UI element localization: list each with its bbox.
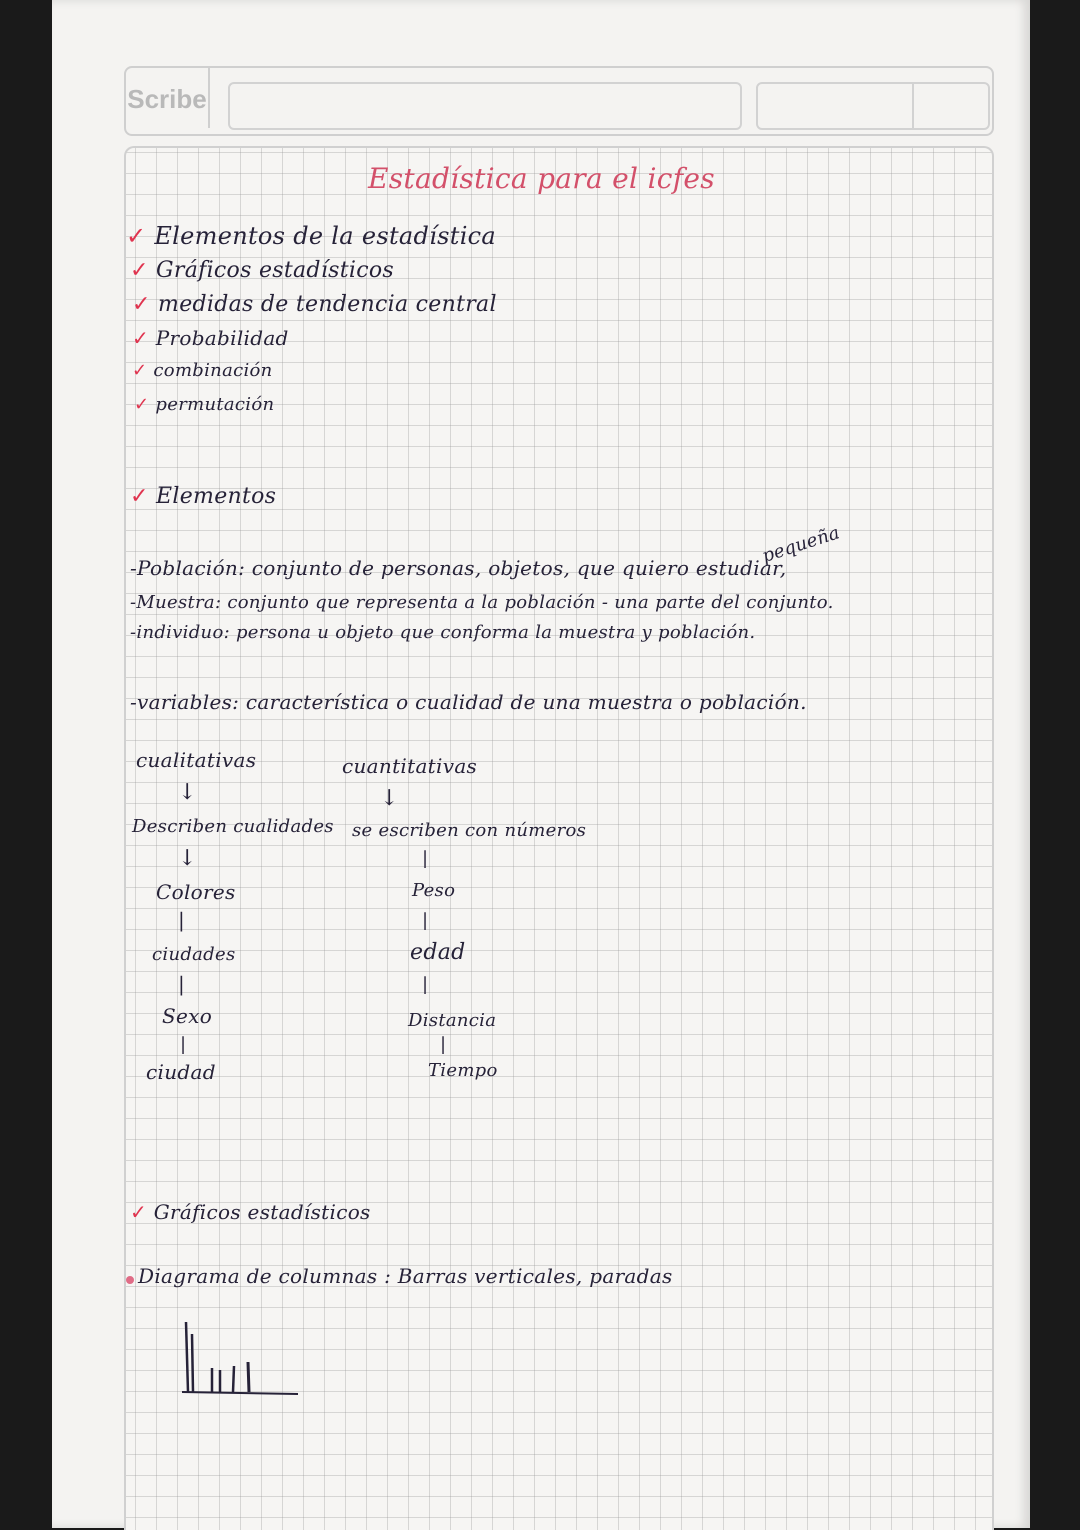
checkmark-icon: ✓ [132, 360, 148, 381]
topic-item [132, 292, 497, 317]
topic-label: Gráficos estadísticos [156, 258, 394, 283]
sketch-bar [192, 1334, 193, 1392]
cualitativas-desc: Describen cualidades [132, 816, 334, 837]
down-arrow-icon: ↓ [178, 846, 197, 871]
checkmark-icon: ✓ [130, 258, 149, 283]
checkmark-icon: ✓ [126, 222, 147, 250]
grid-area [124, 146, 994, 1530]
list-item: Tiempo [428, 1060, 498, 1081]
checkmark-icon: ✓ [134, 394, 150, 415]
topic-label: permutación [155, 394, 275, 415]
connector-line: | [440, 1034, 447, 1055]
column-diagram-sketch [176, 1318, 326, 1398]
definition-poblacion: -Población: conjunto de personas, objetos, que quiero estudiar, [130, 556, 787, 580]
connector-line: | [180, 1034, 187, 1055]
connector-line: | [422, 910, 429, 931]
topic-item [132, 360, 273, 381]
definition-muestra: -Muestra: conjunto que representa a la población - una parte del conjunto. [130, 592, 834, 613]
list-item: Sexo [162, 1004, 213, 1028]
topic-item [130, 258, 394, 283]
connector-line: | [178, 908, 186, 932]
diagrama-columnas-text: Diagrama de columnas : Barras verticales, paradas [138, 1264, 673, 1288]
checkmark-icon: ✓ [130, 484, 149, 509]
topic-item [132, 326, 289, 350]
topic-item [134, 394, 274, 415]
cuantitativas-desc: se escriben con números [352, 820, 587, 841]
header-date-field [756, 82, 990, 130]
topic-label: medidas de tendencia central [158, 292, 497, 317]
list-item: edad [410, 940, 466, 965]
list-item: Colores [156, 880, 236, 904]
connector-line: | [422, 848, 429, 869]
sketch-bar [233, 1366, 234, 1392]
cuantitativas-heading: cuantitativas [342, 754, 478, 778]
topic-label: Elementos de la estadística [154, 222, 497, 250]
section-heading: Elementos [156, 484, 277, 509]
checkmark-icon: ✓ [130, 1200, 148, 1224]
cualitativas-heading: cualitativas [136, 748, 257, 772]
bullet-dot [126, 1276, 134, 1284]
annotation-pequena: pequeña [759, 522, 843, 567]
topic-item [126, 222, 496, 250]
topic-label: Probabilidad [155, 326, 289, 350]
down-arrow-icon: ↓ [380, 786, 399, 811]
list-item: Distancia [408, 1010, 497, 1031]
page-header [124, 66, 994, 136]
page-title: Estadística para el icfes [368, 162, 715, 195]
definition-individuo: -individuo: persona u objeto que conforma la muestra y población. [130, 622, 756, 643]
definition-variables: -variables: característica o cualidad de una muestra o población. [130, 690, 807, 714]
sketch-axis [182, 1392, 298, 1394]
graficos-heading [130, 1200, 371, 1224]
header-title-field [228, 82, 742, 130]
checkmark-icon: ✓ [132, 292, 151, 317]
topic-label: combinación [153, 360, 273, 381]
list-item: ciudades [152, 944, 236, 965]
list-item: ciudad [146, 1060, 216, 1084]
sketch-bar [186, 1322, 188, 1392]
checkmark-icon: ✓ [132, 326, 150, 350]
notebook-page [52, 0, 1030, 1528]
section-heading: Gráficos estadísticos [153, 1200, 371, 1224]
list-item: Peso [412, 880, 456, 901]
elementos-heading [130, 484, 276, 509]
down-arrow-icon: ↓ [178, 780, 197, 805]
brand-logo: Scribe [126, 68, 210, 128]
connector-line: | [422, 974, 429, 995]
sketch-bar [248, 1362, 249, 1392]
connector-line: | [178, 972, 186, 996]
